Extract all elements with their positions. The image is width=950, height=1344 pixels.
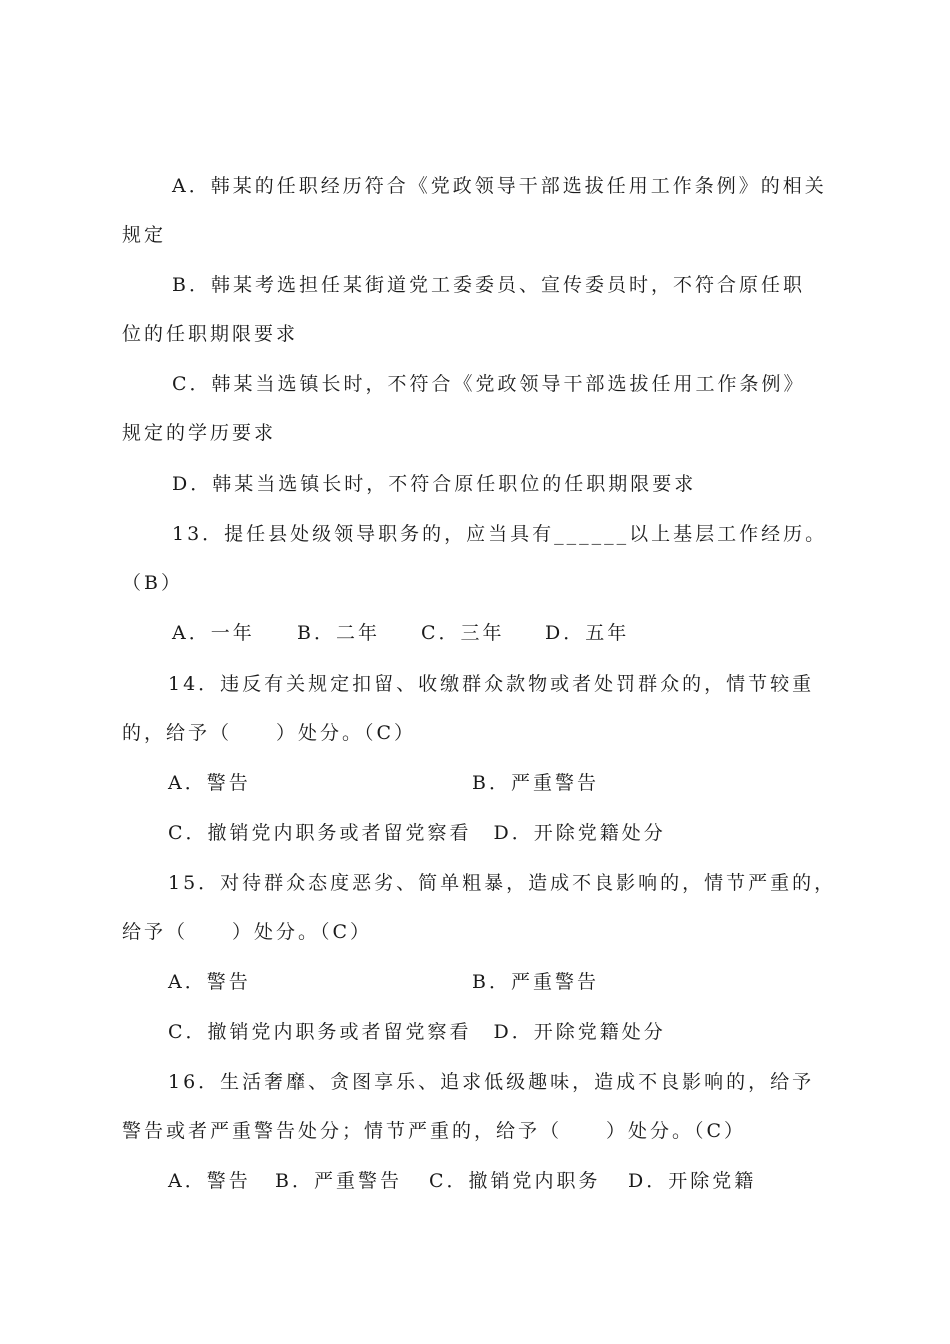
q16-stem-line2: 警告或者严重警告处分；情节严重的，给予（ ）处分。（C）: [122, 1120, 747, 1142]
q16-option-d: D．开除党籍: [628, 1170, 757, 1192]
q14-stem-line2: 的，给予（ ）处分。（C）: [122, 722, 417, 744]
q14-option-a: A．警告: [168, 772, 251, 794]
q14-options-cd: C．撤销党内职务或者留党察看 D．开除党籍处分: [168, 822, 666, 844]
q13-stem-line1: 13．提任县处级领导职务的，应当具有______以上基层工作经历。: [172, 523, 828, 545]
q14-option-b: B．严重警告: [472, 772, 599, 794]
q16-option-c: C．撤销党内职务: [429, 1170, 601, 1192]
q14-stem-line1: 14．违反有关规定扣留、收缴群众款物或者处罚群众的，情节较重: [168, 673, 815, 695]
q13-option-c: C．三年: [421, 622, 505, 644]
q13-option-b: B．二年: [297, 622, 380, 644]
q13-option-d: D．五年: [545, 622, 630, 644]
q16-stem-line1: 16．生活奢靡、贪图享乐、追求低级趣味，造成不良影响的，给予: [168, 1071, 815, 1093]
q12-option-b-line2: 位的任职期限要求: [122, 323, 299, 345]
q15-options-cd: C．撤销党内职务或者留党察看 D．开除党籍处分: [168, 1021, 666, 1043]
q12-option-a-line1: A．韩某的任职经历符合《党政领导干部选拔任用工作条例》的相关: [172, 175, 827, 197]
q15-stem-line2: 给予（ ）处分。（C）: [122, 921, 373, 943]
q12-option-b-line1: B．韩某考选担任某街道党工委委员、宣传委员时，不符合原任职: [172, 274, 805, 296]
q15-option-b: B．严重警告: [472, 971, 599, 993]
q13-option-a: A．一年: [172, 622, 255, 644]
q13-answer: （B）: [122, 572, 183, 594]
q15-option-a: A．警告: [168, 971, 251, 993]
q12-option-c-line2: 规定的学历要求: [122, 422, 277, 444]
q12-option-d: D．韩某当选镇长时，不符合原任职位的任职期限要求: [172, 473, 697, 495]
q16-option-a: A．警告: [168, 1170, 251, 1192]
q12-option-c-line1: C．韩某当选镇长时，不符合《党政领导干部选拔任用工作条例》: [172, 373, 806, 395]
q12-option-a-line2: 规定: [122, 224, 167, 246]
q15-stem-line1: 15．对待群众态度恶劣、简单粗暴，造成不良影响的，情节严重的，: [168, 872, 837, 894]
q16-option-b: B．严重警告: [275, 1170, 402, 1192]
